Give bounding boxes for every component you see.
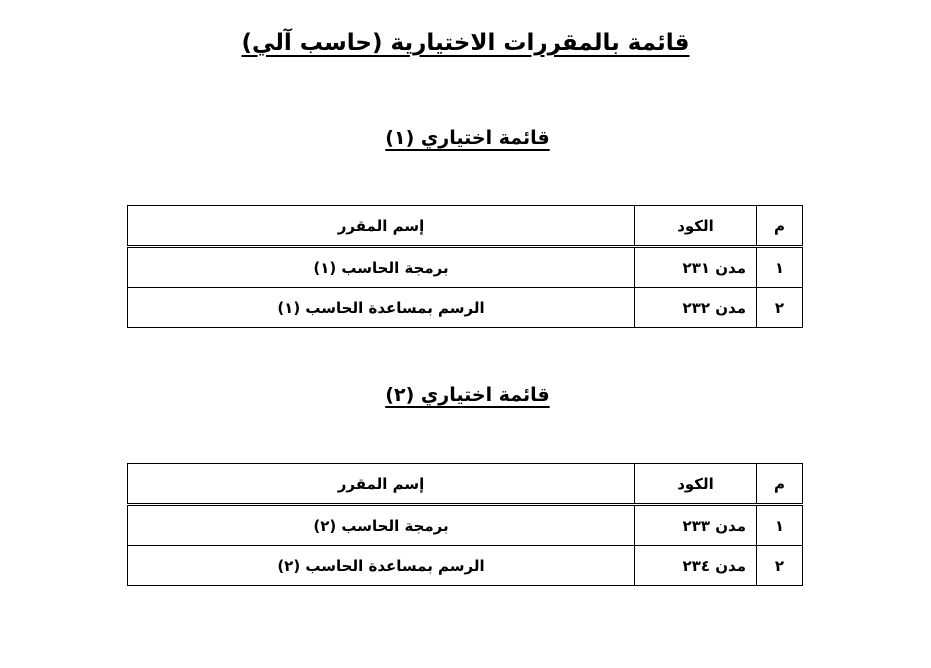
page-title-text: قائمة بالمقررات الاختيارية (حاسب آلي) [241,30,690,56]
header-code: الكود [635,464,757,505]
elective-1-table [127,205,803,328]
header-number: م [757,206,803,247]
course-name: برمجة الحاسب (٢) [128,505,635,546]
course-code: مدن ٢٣١ [635,247,757,288]
course-name: الرسم بمساعدة الحاسب (٢) [128,546,635,586]
table-row [128,247,803,288]
course-name: الرسم بمساعدة الحاسب (١) [128,288,635,328]
row-number: ٢ [757,288,803,328]
elective-2-table [127,463,803,586]
course-code: مدن ٢٣٣ [635,505,757,546]
row-number: ١ [757,505,803,546]
header-course-name: إسم المقرر [128,464,635,505]
row-number: ٢ [757,546,803,586]
header-number: م [757,464,803,505]
table-row [128,505,803,546]
table-header-row [128,464,803,505]
header-course-name: إسم المقرر [128,206,635,247]
course-code: مدن ٢٣٤ [635,546,757,586]
table-row [128,288,803,328]
header-code: الكود [635,206,757,247]
section-title-text: قائمة اختياري (٢) [385,384,550,406]
course-name: برمجة الحاسب (١) [128,247,635,288]
course-code: مدن ٢٣٢ [635,288,757,328]
section-title-elective-2 [0,381,931,409]
table-row [128,546,803,586]
section-title-elective-1 [0,124,931,152]
page-title [0,26,931,60]
row-number: ١ [757,247,803,288]
section-title-text: قائمة اختياري (١) [385,127,550,149]
table-header-row [128,206,803,247]
